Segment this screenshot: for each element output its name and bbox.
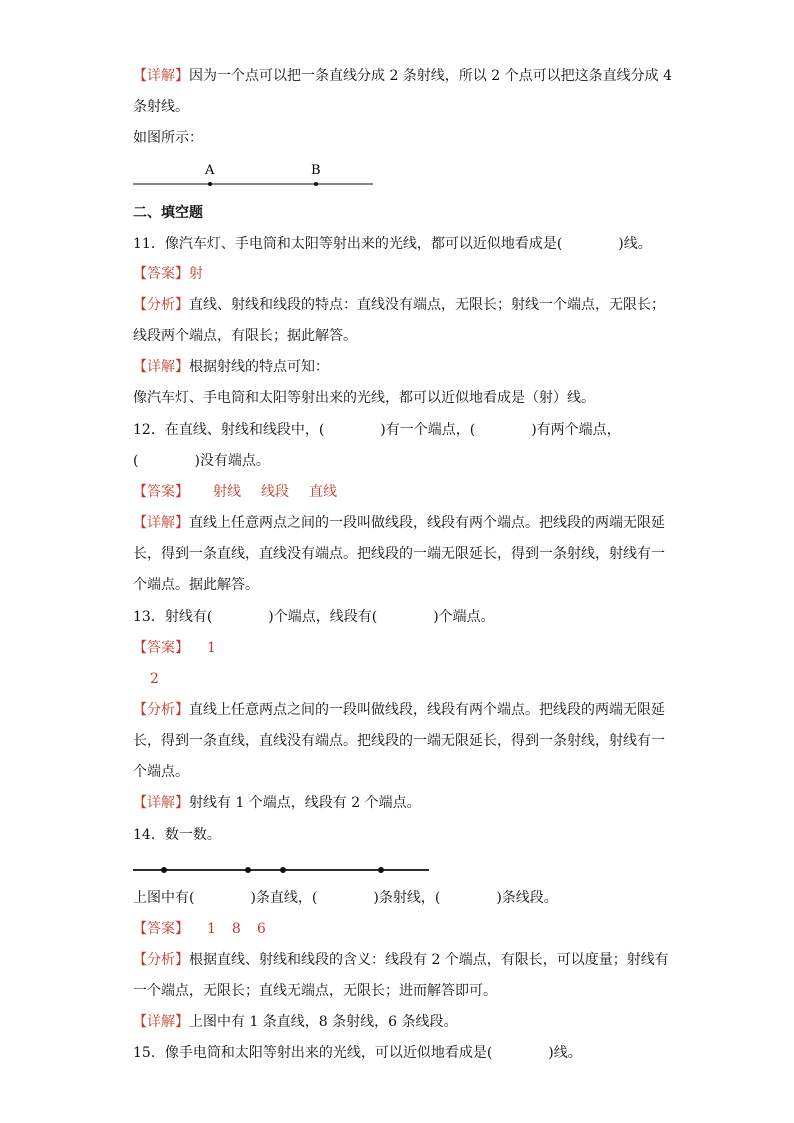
answer-2: 8 [231, 921, 241, 937]
q11-xiangjie-line2: 像汽车灯、手电筒和太阳等射出来的光线，都可以近似地看成是（射）线。 [133, 390, 595, 406]
answer-text: 射 [189, 266, 203, 282]
q11-question [133, 234, 652, 254]
xiangjie-tag: 【详解】 [133, 68, 189, 84]
q13-question-a: 13．射线有( [133, 609, 213, 625]
fenxi-tag: 【分析】 [133, 702, 189, 718]
q13-question [133, 607, 495, 627]
q12-question-line1 [133, 420, 621, 440]
q13-fenxi-line2: 长，得到一条直线，直线没有端点。把线段的一端无限延长，得到一条射线，射线有一 [133, 733, 665, 749]
xiangjie-text: 根据射线的特点可知： [189, 359, 329, 375]
q10-xiangjie-line2: 条射线。 [133, 99, 189, 115]
daan-tag: 【答案】 [133, 921, 189, 937]
section-title: 二、填空题 [133, 205, 203, 221]
xiangjie-text: 直线上任意两点之间的一段叫做线段，线段有两个端点。把线段的两端无限延 [189, 515, 665, 531]
xiangjie-tag: 【详解】 [133, 1014, 189, 1030]
q12-question-e: )没有端点。 [194, 453, 270, 469]
q14-fill-b: )条直线，( [250, 890, 318, 906]
q14-answer [133, 919, 266, 939]
q13-fenxi-line1 [133, 700, 665, 720]
q11-question-b: )线。 [618, 236, 652, 252]
q13-fenxi-line3: 个端点。 [133, 764, 189, 780]
q14-fill [133, 888, 558, 908]
q14-fill-d: )条线段。 [496, 890, 558, 906]
q14-fill-a: 上图中有( [133, 890, 195, 906]
answer-2: 线段 [261, 484, 289, 500]
answer-3: 直线 [309, 484, 337, 500]
q11-fenxi-line2: 线段两个端点，有限长；据此解答。 [133, 328, 357, 344]
q12-xiangjie-line3: 个端点。据此解答。 [133, 577, 259, 593]
point-dot [378, 867, 384, 873]
q11-fenxi-line1 [133, 295, 665, 315]
q14-fenxi-line2: 一个端点，无限长；直线无端点，无限长；进而解答即可。 [133, 983, 497, 999]
q13-question-b: )个端点，线段有( [268, 609, 378, 625]
q15-question-b: )线。 [548, 1045, 582, 1061]
q10-xiangjie-line1 [133, 66, 672, 86]
q11-answer [133, 264, 203, 284]
fenxi-text: 根据直线、射线和线段的含义：线段有 2 个端点，有限长，可以度量；射线有 [189, 952, 669, 968]
xiangjie-tag: 【详解】 [133, 515, 189, 531]
point-a-dot [208, 182, 212, 186]
q12-question-b: )有一个端点，( [380, 422, 476, 438]
q13-question-c: )个端点。 [433, 609, 495, 625]
q12-question-c: )有两个端点， [531, 422, 621, 438]
point-b-dot [314, 182, 318, 186]
fenxi-tag: 【分析】 [133, 297, 189, 313]
q13-xiangjie [133, 793, 421, 813]
q13-answer-2: 2 [150, 671, 159, 687]
q15-question [133, 1043, 582, 1063]
q14-fill-c: )条射线，( [373, 890, 441, 906]
daan-tag: 【答案】 [133, 266, 189, 282]
answer-3: 6 [256, 921, 266, 937]
xiangjie-text: 因为一个点可以把一条直线分成 2 条射线，所以 2 个点可以把这条直线分成 4 [189, 68, 672, 84]
q12-xiangjie-line2: 长，得到一条直线，直线没有端点。把线段的一端无限延长，得到一条射线，射线有一 [133, 546, 665, 562]
fenxi-text: 直线、射线和线段的特点：直线没有端点，无限长；射线一个端点，无限长； [189, 297, 665, 313]
point-b-label: B [311, 163, 321, 178]
q14-fenxi-line1 [133, 950, 669, 970]
q15-question-a: 15．像手电筒和太阳等射出来的光线，可以近似地看成是( [133, 1045, 493, 1061]
answer-1: 1 [207, 921, 216, 937]
answer-1: 射线 [213, 484, 241, 500]
fenxi-tag: 【分析】 [133, 952, 189, 968]
q10-figure-caption: 如图所示： [133, 130, 203, 146]
point-dot [161, 867, 167, 873]
daan-tag: 【答案】 [133, 640, 189, 656]
q12-question-line2 [133, 451, 270, 471]
q13-answer [133, 638, 216, 658]
q11-xiangjie-line1 [133, 357, 329, 377]
line-ab-figure [133, 160, 378, 190]
q14-xiangjie [133, 1012, 458, 1032]
q12-question-d: ( [133, 453, 139, 469]
daan-tag: 【答案】 [133, 484, 189, 500]
point-dot [245, 867, 251, 873]
q12-question-a: 12．在直线、射线和线段中，( [133, 422, 325, 438]
xiangjie-text: 上图中有 1 条直线，8 条射线，6 条线段。 [189, 1014, 458, 1030]
xiangjie-tag: 【详解】 [133, 795, 189, 811]
q14-line-figure [133, 862, 433, 878]
fenxi-text: 直线上任意两点之间的一段叫做线段，线段有两个端点。把线段的两端无限延 [189, 702, 665, 718]
q14-question: 14．数一数。 [133, 827, 221, 843]
answer-1: 1 [207, 640, 216, 656]
q12-answer [133, 482, 337, 502]
q12-xiangjie-line1 [133, 513, 665, 533]
xiangjie-text: 射线有 1 个端点，线段有 2 个端点。 [189, 795, 421, 811]
point-dot [280, 867, 286, 873]
q11-question-a: 11．像汽车灯、手电筒和太阳等射出来的光线，都可以近似地看成是( [133, 236, 563, 252]
xiangjie-tag: 【详解】 [133, 359, 189, 375]
point-a-label: A [205, 163, 215, 178]
